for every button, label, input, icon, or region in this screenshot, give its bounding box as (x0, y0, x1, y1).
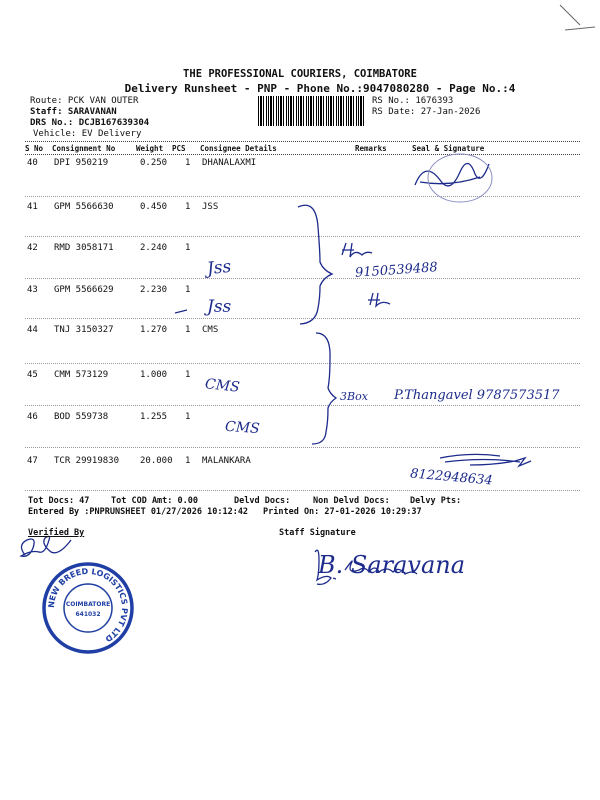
col-consignment: Consignment No (52, 144, 116, 153)
brace-icon (298, 205, 332, 324)
col-weight: Weight (136, 144, 164, 153)
handwritten-cms-1: CMS (204, 376, 241, 396)
staff: Staff: SARAVANAN (30, 107, 117, 117)
signature-scribble-icon (415, 163, 489, 185)
handwritten-name-phone: P.Thangavel 9787573517 (394, 388, 560, 403)
non-delvd-docs: Non Delvd Docs: (313, 496, 390, 506)
rs-no: RS No.: 1676393 (372, 96, 454, 106)
col-consignee: Consignee Details (200, 144, 277, 153)
col-pcs: PCS (172, 144, 186, 153)
handwritten-jss-2: Jss (207, 297, 232, 317)
company-stamp-icon (40, 560, 136, 656)
drs-no: DRS No.: DCJB167639304 (30, 118, 150, 128)
delvd-docs: Delvd Docs: (234, 496, 291, 506)
verified-by-label: Verified By (28, 528, 85, 538)
svg-text:NEW BREED LOGISTICS PVT LTD: NEW BREED LOGISTICS PVT LTD (46, 566, 130, 644)
initials-icon (342, 243, 372, 257)
col-remarks: Remarks (355, 144, 387, 153)
company-title: THE PROFESSIONAL COURIERS, COIMBATORE (183, 68, 417, 80)
brace-icon (312, 333, 336, 444)
tot-cod-amt: Tot COD Amt: 0.00 (111, 496, 198, 506)
vehicle: Vehicle: EV Delivery (33, 129, 142, 139)
tick-icon (175, 310, 187, 313)
svg-text:COIMBATORE: COIMBATORE (65, 601, 111, 608)
handwritten-phone-2: 8122948634 (409, 466, 494, 489)
initials-icon (368, 293, 390, 306)
strikethrough-scribble-icon (440, 454, 531, 466)
runsheet-title: Delivery Runsheet - PNP - Phone No.:9047080280 - Page No.:4 (124, 82, 516, 95)
handwritten-box-note: 3Box (340, 390, 368, 403)
staff-signature-text: B. Saravana (318, 551, 466, 579)
handwritten-phone-1: 9150539488 (354, 260, 439, 281)
route: Route: PCK VAN OUTER (30, 96, 139, 106)
svg-text:641032: 641032 (75, 611, 101, 618)
tot-docs: Tot Docs: 47 (28, 496, 90, 506)
col-seal-signature: Seal & Signature (412, 144, 485, 153)
verified-signature-icon (21, 536, 71, 556)
handwritten-jss-1: Jss (206, 256, 233, 280)
staff-signature-label: Staff Signature (279, 528, 356, 538)
entered-by: Entered By :PNPRUNSHEET 01/27/2026 10:12:42 (28, 507, 249, 517)
handwritten-cms-2: CMS (224, 418, 261, 438)
col-sno: S No (25, 144, 44, 153)
delvy-pts: Delvy Pts: (410, 496, 462, 506)
printed-on: Printed On: 27-01-2026 10:29:37 (263, 507, 422, 517)
rs-date: RS Date: 27-Jan-2026 (372, 107, 481, 117)
